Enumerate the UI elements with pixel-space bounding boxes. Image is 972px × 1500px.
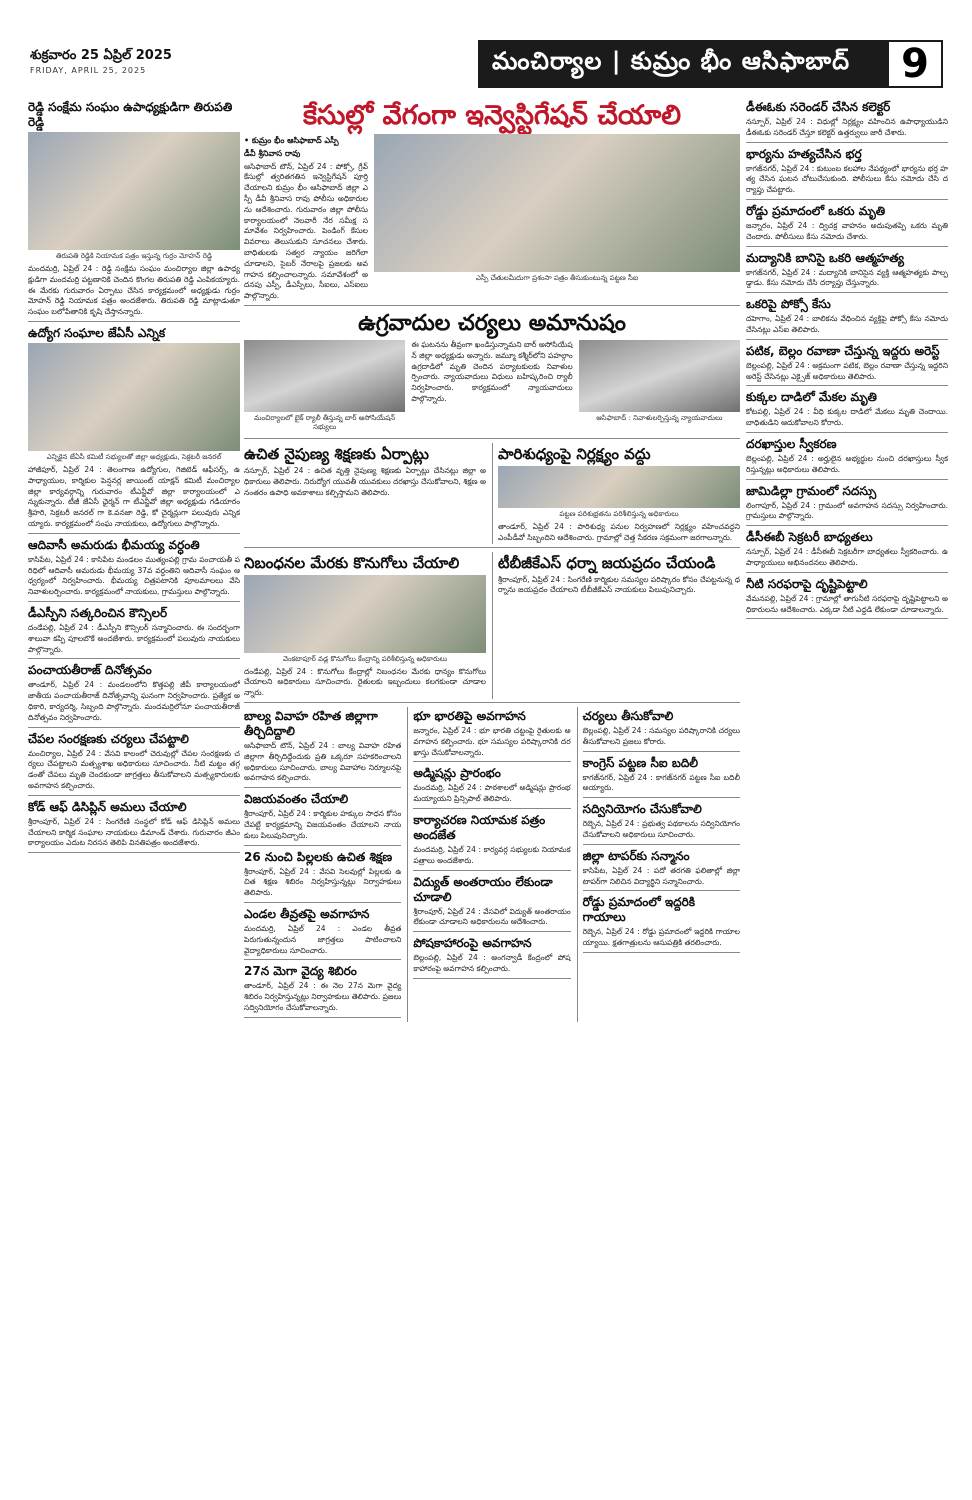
story [413,766,570,809]
headline: నిబంధనల మేరకు కొనుగోలు చేయాలి [244,553,460,572]
headline: పటిక, బెల్లం రవాణా చేస్తున్న ఇద్దరు అరెస్ట్ [746,343,940,358]
story-body: కాగజ్‌నగర్, ఏప్రిల్ 24 : మద్యానికి బానిసైన వ్యక్తి ఆత్మహత్యకు పాల్పడ్డాడు. కేసు నమోదు చేసి దర్యాప్తు చేస్తున్నారు. [746,267,948,288]
headline: ఉచిత నైపుణ్య శిక్షణకు ఏర్పాట్లు [244,444,429,463]
headline: డీసీఈబీ సెక్రటరీ బాధ్యతలు [746,530,873,545]
story [746,484,948,527]
story [583,849,740,892]
story-body: తాండూర్, ఏప్రిల్ 24 : మండలంలోని కొత్తపల్లి జీపీ కార్యాలయంలో జాతీయ పంచాయతీరాజ్ దినోత్సవాన్ని ఘనంగా నిర్వహించారు. ప్రత్యేక అధికారి, కార్యదర్శి, సిబ్బంది పాల్గొన్నారు. మందమర్రిలోనూ పంచాయతీరాజ్ దినోత్సవం నిర్వహించారు. [28,680,240,722]
story [746,297,948,340]
story-body: బెల్లంపల్లి, ఏప్రిల్ 24 : అక్రమంగా పటిక, బెల్లం రవాణా చేస్తున్న ఇద్దరిని అరెస్ట్ చేసినట్లు ఎక్సైజ్ అధికారులు తెలిపారు. [746,360,948,381]
story [28,663,240,727]
news-photo [244,340,405,412]
headline: 27న మెగా వైద్య శిబిరం [244,964,357,979]
headline: టీబీజీకేఎస్ ధర్నా జయప్రదం చేయండి [498,553,716,572]
headline: విద్యుత్ అంతరాయం లేకుండా చూడాలి [413,874,553,904]
story-body: ఈ ఘటనను తీవ్రంగా ఖండిస్తున్నామని బార్ అసోసియేషన్ జిల్లా అధ్యక్షుడు అన్నారు. జమ్మూ కశ్మీర్‌లోని పహల్గాం ఉగ్రదాడిలో మృతి చెందిన పర్యాటకులకు నివాళులర్పించారు. న్యాయవాదులు విధులు బహిష్కరించి ర్యాలీ నిర్వహించారు. కార్యక్రమంలో న్యాయవాదులు పాల్గొన్నారు. [411,339,573,403]
headline: రోడ్డు ప్రమాదంలో ఒకరు మృతి [746,203,886,218]
story-body: రెబ్బెన, ఏప్రిల్ 24 : ప్రభుత్వ పథకాలను సద్వినియోగం చేసుకోవాలని అధికారులు సూచించారు. [582,819,740,839]
photo-caption: తిరుపతి రెడ్డికి నియామక పత్రం ఇస్తున్న గుర్రం మోహన్ రెడ్డి [55,252,213,260]
story-body: మందమర్రి, ఏప్రిల్ 24 : పాఠశాలలో అడ్మిషన్లు ప్రారంభమయ్యాయని ప్రిన్సిపాల్ తెలిపారు. [413,783,571,804]
story [746,437,948,480]
headline: బాల్య వివాహ రహిత జిల్లాగా తీర్చిదిద్దాలి [244,708,378,738]
story-body: కాసిపేట, ఏప్రిల్ 24 : కాసిపేట మండలం ముత్యంపల్లి గ్రామ పంచాయతీ పరిధిలో ఆదివాసీ అమరుడు భీమయ్య 37వ వర్ధంతిని ఆదివాసీ సంఘం ఆధ్వర్యంలో నిర్వహించారు. భీమయ్య చిత్రపటానికి పూలమాలలు వేసి నివాళులర్పించారు. కార్యక్రమంలో నాయకులు, గ్రామస్తులు పాల్గొన్నారు. [28,554,240,597]
story [244,310,740,439]
headline: రోడ్డు ప్రమాదంలో ఇద్దరికి గాయాలు [582,895,696,925]
story [28,538,240,602]
story-body: కాసిపేట, ఏప్రిల్ 24 : పదో తరగతి ఫలితాల్లో జిల్లా టాపర్‌గా నిలిచిన విద్యార్థిని సన్మానించారు. [582,865,740,886]
headline: దరఖాస్తుల స్వీకరణ [746,436,837,451]
story [746,251,948,294]
story [746,577,948,620]
story [746,100,948,143]
news-photo [28,132,240,250]
story-body: తాండూర్, ఏప్రిల్ 24 : పారిశుధ్య పనుల నిర్వహణలో నిర్లక్ష్యం వహించవద్దని ఎంపీడీవో సిబ్బందిని ఆదేశించారు. గ్రామాల్లో చెత్త సేకరణ సక్రమంగా జరగాలన్నారు. [498,521,740,542]
headline: నీటి సరఫరాపై దృష్టిపెట్టాలి [746,576,868,591]
story-body: ఆసిఫాబాద్ టౌన్, ఏప్రిల్ 24 : పోక్సో, గ్రేవ్ కేసుల్లో త్వరితగతిన ఇన్వెస్టిగేషన్ పూర్తి చేయాలని కుమ్రం భీం ఆసిఫాబాద్ జిల్లా ఎస్పీ డీవీ శ్రీనివాస రావు పోలీసు అధికారులను ఆదేశించారు. గురువారం జిల్లా పోలీసు కార్యాలయంలో నెలవారీ నేర సమీక్ష సమావేశం నిర్వహించారు. పెండింగ్ కేసుల వివరాలు తెలుసుకుని సూచనలు చేశారు. బాధితులకు సత్వర న్యాయం జరిగేలా చూడాలని, సైబర్ నేరాలపై ప్రజలకు అవగాహన కల్పించాలన్నారు. సమావేశంలో అదనపు ఎస్పీ, డీఎస్పీలు, సీఐలు, ఎస్ఐలు పాల్గొన్నారు. [244,161,368,301]
story-body: నస్పూర్, ఏప్రిల్ 24 : ఉచిత వృత్తి నైపుణ్య శిక్షణకు ఏర్పాట్లు చేసినట్లు జిల్లా అధికారులు తెలిపారు. నిరుద్యోగ యువతీ యువకులు దరఖాస్తు చేసుకోవాలని, శిక్షణ అనంతరం ఉపాధి అవకాశాలు కల్పిస్తామని తెలిపారు. [244,465,486,497]
left-column [28,98,240,1490]
headline: డీఎస్పీని సత్కరించిన కౌన్సిలర్ [28,605,168,620]
masthead [0,0,972,96]
story [413,709,570,762]
story-body: మందమర్రి, ఏప్రిల్ 24 : రెడ్డి సంక్షేమ సంఘం మంచిర్యాల జిల్లా ఉపాధ్యక్షుడిగా మందమర్రి పట్టణానికి చెందిన కొంగల తిరుపతి రెడ్డి ఎంపికయ్యారు. ఈ మేరకు గురువారం ఏర్పాటు చేసిన కార్యక్రమంలో అధ్యక్షుడు గుర్రం మోహన్ రెడ్డి నియామక పత్రం అందజేశారు. తిరుపతి రెడ్డి మాట్లాడుతూ సంఘం బలోపేతానికి కృషి చేస్తానన్నారు. [28,264,240,317]
story [28,100,240,322]
story-body: జన్నారం, ఏప్రిల్ 24 : భూ భారతి చట్టంపై రైతులకు అవగాహన కల్పించారు. భూ సమస్యల పరిష్కారానికి దరఖాస్తు చేసుకోవాలన్నారు. [413,725,571,757]
news-photo [244,575,486,653]
story [244,709,401,788]
headline: జిల్లా టాపర్‌కు సన్మానం [582,848,690,863]
photo-caption: ఆసిఫాబాద్ : నివాళులర్పిస్తున్న న్యాయవాదులు [596,413,723,422]
story-body: వేమనపల్లి, ఏప్రిల్ 24 : గ్రామాల్లో తాగునీటి సరఫరాపై దృష్టిపెట్టాలని అధికారులను ఆదేశించారు. ఎక్కడా నీటి ఎద్దడి లేకుండా చూడాలన్నారు. [746,593,948,614]
story-body: మంచిర్యాల, ఏప్రిల్ 24 : వేసవి కాలంలో చెరువుల్లో చేపల సంరక్షణకు చర్యలు చేపట్టాలని మత్స్యశాఖ అధికారులు సూచించారు. నీటి మట్టం తగ్గడంతో చేపలు మృతి చెందకుండా జాగ్రత్తలు తీసుకోవాలని మత్స్యకారులకు అవగాహన కల్పించారు. [28,748,240,790]
headline: మద్యానికి బానిసై ఒకరి ఆత్మహత్య [746,250,904,265]
story [28,326,240,534]
story-body: హాజీపూర్, ఏప్రిల్ 24 : తెలంగాణ ఉద్యోగుల, గెజిటెడ్ ఆఫీసర్స్, ఉపాధ్యాయుల, కార్మికుల పెన్షనర్ల జాయింట్ యాక్షన్ కమిటీ మంచిర్యాల జిల్లా కార్యవర్గాన్ని గురువారం టీఎన్జీవో జిల్లా కార్యాలయంలో ఎన్నుకున్నారు. టీజీ జేఏసీ ఛైర్మన్ గా టీఎన్జీవో జిల్లా అధ్యక్షుడు గడియారం శ్రీహరి, సెక్రటరీ జనరల్ గా కె.వనజా రెడ్డి, కో చైర్మన్లుగా పలువురు ఎన్నికయ్యారు. కార్యక్రమంలో సంఘ నాయకులు, ఉద్యోగులు పాల్గొన్నారు. [28,464,240,528]
lead-headline: కేసుల్లో వేగంగా ఇన్వెస్టిగేషన్ చేయాలి [302,100,682,131]
news-photo [579,340,740,412]
story [746,204,948,247]
byline: డీవీ శ్రీనివాస రావు [244,148,301,158]
story-body: మందమర్రి, ఏప్రిల్ 24 : ఎండల తీవ్రత పెరుగుతున్నందున జాగ్రత్తలు పాటించాలని వైద్యాధికారులు సూచించారు. [244,923,402,955]
headline: ఒకరిపై పోక్సో కేసు [746,297,831,312]
headline: జామిడిల్లా గ్రామంలో సదస్సు [746,483,877,498]
headline: భార్యను హత్యచేసిన భర్త [746,146,862,161]
story [244,850,401,903]
headline: కోడ్ ఆఫ్ డిసిప్లిన్ అమలు చేయాలి [28,799,187,814]
story [413,813,570,871]
story-body: నస్పూర్, ఏప్రిల్ 24 : డీసీఈబీ సెక్రటరీగా బాధ్యతలు స్వీకరించారు. ఉపాధ్యాయులు అభినందనలు తెలిపారు. [746,547,948,567]
story [583,895,740,953]
story [746,344,948,387]
story-body: కోటపల్లి, ఏప్రిల్ 24 : వీధి కుక్కల దాడిలో మేకలు మృతి చెందాయి. బాధితుడిని ఆదుకోవాలని కోరారు. [746,407,948,428]
headline: సద్వినియోగం చేసుకోవాలి [582,802,702,817]
headline: 26 నుంచి పిల్లలకు ఉచిత శిక్షణ [244,849,393,864]
story-body: శ్రీరాంపూర్, ఏప్రిల్ 24 : సింగరేణి కార్మికుల సమస్యల పరిష్కారం కోసం చేపట్టనున్న ధర్నాను జయప్రదం చేయాలని టీబీజీకేఎస్ నాయకులు పిలుపునిచ్చారు. [498,574,740,595]
story [244,792,401,845]
date-english: FRIDAY, APRIL 25, 2025 [30,66,147,75]
story-body: శ్రీరాంపూర్, ఏప్రిల్ 24 : సింగరేణి సంస్థలో కోడ్ ఆఫ్ డిసిప్లిన్ అమలు చేయాలని కార్మిక సంఘాల నాయకులు డిమాండ్ చేశారు. గురువారం జీఎం కార్యాలయం ఎదుట నిరసన తెలిపి వినతిపత్రం అందజేశారు. [28,816,240,848]
story [244,907,401,960]
story [28,606,240,659]
headline: అడ్మిషన్లు ప్రారంభం [413,766,501,781]
headline: పంచాయతీరాజ్ దినోత్సవం [28,663,152,678]
headline: విజయవంతం చేయాలి [244,792,349,807]
story-body: లింగాపూర్, ఏప్రిల్ 24 : గ్రామంలో అవగాహన సదస్సు నిర్వహించారు. గ్రామస్తులు పాల్గొన్నారు. [746,500,948,521]
headline: కార్యాచరణ నియామక పత్రం అందజేత [413,812,546,842]
story [28,732,240,796]
headline: కుక్కల దాడిలో మేకల మృతి [746,390,877,405]
story-body: బెల్లంపల్లి, ఏప్రిల్ 24 : సమస్యల పరిష్కారానికి చర్యలు తీసుకోవాలని ప్రజలు కోరారు. [582,725,740,746]
headline: ఆదివాసీ అమరుడు భీమయ్య వర్ధంతి [28,537,200,552]
headline: పోషకాహారంపై అవగాహన [413,936,532,951]
story [746,530,948,573]
photo-caption: ఎన్నికైన జేఏసీ కమిటీ సభ్యులతో జిల్లా అధ్యక్షుడు, సెక్రటరీ జనరల్ [46,452,222,461]
headline: కాంగ్రెస్ పట్టణ సీఐ బదిలీ [582,755,699,770]
headline: భూ భారతిపై అవగాహన [413,708,526,723]
headline: ఉగ్రవాదుల చర్యలు అమానుషం [358,310,626,336]
center-column [244,98,740,1490]
headline: డీఈఓకు సరెండర్ చేసిన కలెక్టర్ [746,100,891,114]
page-number: 9 [887,40,943,88]
byline: • కుమ్రం భీం ఆసిఫాబాద్ ఎస్పీ [244,136,339,145]
story-body: శ్రీరాంపూర్, ఏప్రిల్ 24 : వేసవిలో విద్యుత్ అంతరాయం లేకుండా చూడాలని అధికారులను ఆదేశించారు. [413,906,571,927]
story [583,756,740,799]
story-body: జన్నారం, ఏప్రిల్ 24 : ద్విచక్ర వాహనం అదుపుతప్పి ఒకరు మృతి చెందారు. పోలీసులు కేసు నమోదు చేశారు. [746,220,948,241]
news-photo [28,343,240,451]
story-body: నస్పూర్, ఏప్రిల్ 24 : విధుల్లో నిర్లక్ష్యం వహించిన ఉపాధ్యాయుడిని డీఈఓకు సరెండర్ చేస్తూ కలెక్టర్ ఉత్తర్వులు జారీ చేశారు. [746,117,948,137]
story-body: కాగజ్‌నగర్, ఏప్రిల్ 24 : కుటుంబ కలహాల నేపథ్యంలో భార్యను భర్త హత్య చేసిన ఘటన చోటుచేసుకుంది. పోలీసులు కేసు నమోదు చేసి దర్యాప్తు చేపట్టారు. [746,163,948,195]
story-body: బెల్లంపల్లి, ఏప్రిల్ 24 : అర్హులైన అభ్యర్థుల నుంచి దరఖాస్తులు స్వీకరిస్తున్నట్లు అధికారులు తెలిపారు. [746,453,948,474]
story-body: బెల్లంపల్లి, ఏప్రిల్ 24 : అంగన్వాడీ కేంద్రంలో పోషకాహారంపై అవగాహన కల్పించారు. [413,953,571,973]
story [583,802,740,845]
section-banner [478,40,943,88]
story-body: దండేపల్లి, ఏప్రిల్ 24 : కొనుగోలు కేంద్రాల్లో నిబంధనల మేరకు ధాన్యం కొనుగోలు చేయాలని అధికారులు సూచించారు. రైతులకు ఇబ్బందులు కలగకుండా చూడాలన్నారు. [244,666,486,698]
story [28,800,240,853]
news-photo [498,466,740,508]
headline: ఉద్యోగ సంఘాల జేఏసీ ఎన్నిక [28,325,166,340]
headline: చేపల సంరక్షణకు చర్యలు చేపట్టాలి [28,731,189,746]
story-body: మందమర్రి, ఏప్రిల్ 24 : కార్యవర్గ సభ్యులకు నియామక పత్రాలు అందజేశారు. [413,844,571,865]
story-body: దహెగాం, ఏప్రిల్ 24 : బాలికను వేధించిన వ్యక్తిపై పోక్సో కేసు నమోదు చేసినట్లు ఎస్ఐ తెలిపారు. [746,314,948,334]
story [413,875,570,933]
story-body: ఆసిఫాబాద్ టౌన్, ఏప్రిల్ 24 : బాల్య వివాహ రహిత జిల్లాగా తీర్చిదిద్దేందుకు ప్రతి ఒక్కరూ సహకరించాలని అధికారులు సూచించారు. బాల్య వివాహాల నిర్మూలనపై అవగాహన కల్పించారు. [244,740,402,783]
photo-caption: ఎస్పీ చేతులమీదుగా ప్రశంసా పత్రం తీసుకుంటున్న పట్టణ సీఐ [475,274,639,282]
section-title: మంచిర్యాల | కుమ్రం భీం ఆసిఫాబాద్ [492,47,851,75]
story-body: శ్రీరాంపూర్, ఏప్రిల్ 24 : కార్మికుల హక్కుల సాధన కోసం చేపట్టే కార్యక్రమాన్ని విజయవంతం చేయాలని నాయకులు పిలుపునిచ్చారు. [244,809,402,840]
headline: పారిశుధ్యంపై నిర్లక్ష్యం వద్దు [498,444,651,463]
photo-caption: మంచిర్యాలలో బైక్ ర్యాలీ తీస్తున్న బార్ అసోసియేషన్ సభ్యులు [254,413,396,431]
story-body: రెబ్బెన, ఏప్రిల్ 24 : రోడ్డు ప్రమాదంలో ఇద్దరికి గాయాలయ్యాయి. క్షతగాత్రులను ఆసుపత్రికి తరలించారు. [582,927,740,948]
lead-story [244,100,740,306]
news-photo [374,134,740,272]
headline: చర్యలు తీసుకోవాలి [582,708,674,723]
story-body: దండేపల్లి, ఏప్రిల్ 24 : డీఎస్పీని కౌన్సిలర్ సన్మానించారు. ఈ సందర్భంగా శాలువా కప్పి పూలబొకే అందజేశారు. కార్యక్రమంలో పలువురు నాయకులు పాల్గొన్నారు. [28,622,240,654]
photo-caption: పట్టణ పరిశుభ్రతను పరిశీలిస్తున్న అధికారులు [559,509,679,518]
story-body: కాగజ్‌నగర్, ఏప్రిల్ 24 : కాగజ్‌నగర్ పట్టణ సీఐ బదిలీ అయ్యారు. [582,772,740,793]
story [583,709,740,752]
headline: రెడ్డి సంక్షేమ సంఘం ఉపాధ్యక్షుడిగా తిరుపతి రెడ్డి [28,100,233,129]
right-column [746,98,948,1490]
story-body: శ్రీరాంపూర్, ఏప్రిల్ 24 : వేసవి సెలవుల్లో పిల్లలకు ఉచిత శిక్షణ శిబిరం నిర్వహిస్తున్నట్లు నిర్వాహకులు తెలిపారు. [244,866,402,898]
story [746,390,948,433]
story [413,936,570,979]
photo-caption: వెంకటాపూర్ వడ్ల కొనుగోలు కేంద్రాన్ని పరిశీలిస్తున్న అధికారులు [282,654,448,663]
story [746,147,948,200]
story-body: తాండూర్, ఏప్రిల్ 24 : ఈ నెల 27న మెగా వైద్య శిబిరం నిర్వహిస్తున్నట్లు నిర్వాహకులు తెలిపారు. ప్రజలు సద్వినియోగం చేసుకోవాలన్నారు. [244,981,402,1012]
story [244,964,401,1017]
date-telugu: శుక్రవారం 25 ఏప్రిల్ 2025 [30,48,172,63]
headline: ఎండల తీవ్రతపై అవగాహన [244,906,370,921]
